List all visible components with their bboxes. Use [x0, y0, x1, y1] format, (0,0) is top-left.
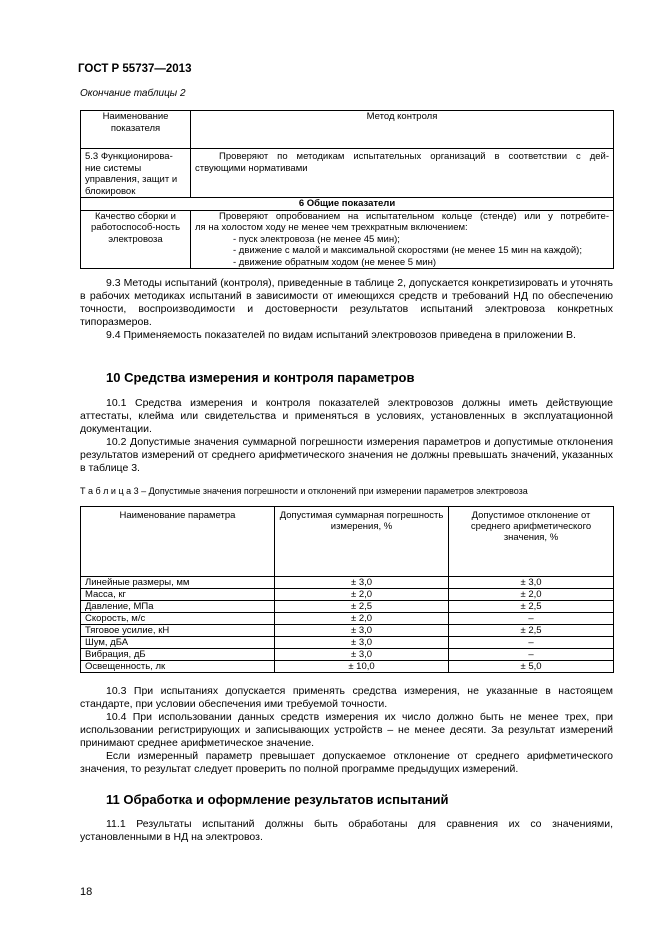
row-name: Линейные размеры, мм [81, 577, 275, 589]
paragraph-10-4-cont: Если измеренный параметр превышает допускаемое отклонение от среднего арифметического значения, то результат следует проверить по полной программе предыдущих измерений. [80, 750, 613, 775]
row-deviation: ± 2,5 [449, 625, 614, 637]
table-row [81, 613, 614, 625]
table2-header-name: Наименование показателя [81, 111, 191, 149]
row-error: ± 3,0 [275, 649, 449, 661]
row-name: Масса, кг [81, 589, 275, 601]
table3-header-deviation: Допустимое отклонение от среднего арифметического значения, % [449, 507, 614, 577]
table-row [81, 637, 614, 649]
document-header: ГОСТ Р 55737—2013 [78, 63, 192, 75]
row-error: ± 3,0 [275, 577, 449, 589]
paragraph-9-3: 9.3 Методы испытаний (контроля), приведенные в таблице 2, допускается конкретизировать и уточнять в рабочих методиках испытаний в зависимости от имеющихся средств и требований НД по обеспечению точности, воспроизводимости и достоверности результатов испытаний электровоза конкретных типоразмеров. [80, 277, 613, 328]
section9-paragraphs [80, 277, 613, 342]
row-error: ± 3,0 [275, 625, 449, 637]
quality-bullet-1: - пуск электровоза (не менее 45 мин); [233, 233, 400, 245]
row-name: Шум, дБА [81, 637, 275, 649]
table-row [81, 649, 614, 661]
quality-bullet-3: - движение обратным ходом (не менее 5 мин) [233, 256, 436, 268]
quality-bullet-2: - движение с малой и максимальной скоростями (не менее 15 мин на каждой); [233, 245, 582, 256]
table3-header-name: Наименование параметра [81, 507, 275, 577]
row-deviation: ± 2,0 [449, 589, 614, 601]
paragraph-10-2: 10.2 Допустимые значения суммарной погрешности измерения параметров и допустимые отклонения результатов измерений от среднего арифметического значения не должны превышать значений, указанных в таблице 3. [80, 436, 613, 474]
section11-paragraphs [80, 818, 613, 844]
section10-paragraphs [80, 397, 613, 475]
row-deviation: – [449, 649, 614, 661]
table3-body [81, 577, 614, 673]
row-deviation: – [449, 613, 614, 625]
paragraph-9-4: 9.4 Применяемость показателей по видам испытаний электровозов приведена в приложении В. [106, 329, 576, 341]
quality-line2: ля на холостом ходу не менее чем трехкратным включением: [195, 222, 468, 233]
table2-header-method: Метод контроля [191, 111, 614, 149]
table-row [81, 625, 614, 637]
table2-quality-name: Качество сборки и работоспособ-ность электровоза [81, 210, 191, 269]
row-deviation: ± 5,0 [449, 661, 614, 673]
table2-row53-method [191, 149, 614, 198]
section-11-heading: 11 Обработка и оформление результатов испытаний [106, 792, 449, 807]
row53-method-line2: ствующими нормативами [195, 162, 308, 174]
row-error: ± 3,0 [275, 637, 449, 649]
row-error: ± 2,5 [275, 601, 449, 613]
table-row [81, 589, 614, 601]
quality-line1: Проверяют опробованием на испытательном кольце (стенде) или у потребите- [219, 210, 609, 222]
page-number: 18 [80, 886, 93, 898]
section10-more-paragraphs [80, 685, 613, 776]
table2-quality-method [191, 210, 614, 269]
row-deviation: ± 3,0 [449, 577, 614, 589]
paragraph-10-4: 10.4 При использовании данных средств измерения их число должно быть не менее трех, при использовании регистрирующих и записывающих устройств – не менее десяти. За результат измерений принимают среднее арифметическое значение. [80, 711, 613, 749]
paragraph-10-1: 10.1 Средства измерения и контроля показателей электровозов должны иметь действующие аттестаты, клейма или свидетельства и применяться в условиях, установленных в эксплуатационной документации. [80, 397, 613, 435]
paragraph-10-3: 10.3 При испытаниях допускается применять средства измерения, не указанные в настоящем стандарте, при условии обеспечения ими требуемой точности. [80, 685, 613, 710]
table-row [81, 661, 614, 673]
row-name: Вибрация, дБ [81, 649, 275, 661]
row-name: Освещенность, лк [81, 661, 275, 673]
table-row [81, 601, 614, 613]
row-name: Тяговое усилие, кН [81, 625, 275, 637]
table-3 [80, 506, 614, 673]
table-2 [80, 110, 614, 269]
row-deviation: ± 2,5 [449, 601, 614, 613]
row-deviation: – [449, 637, 614, 649]
row53-method-line1: Проверяют по методикам испытательных организаций в соответствии с дей- [219, 151, 609, 162]
row-name: Давление, МПа [81, 601, 275, 613]
row-error: ± 10,0 [275, 661, 449, 673]
table2-row53-name: 5.3 Функционирова-ние системы управления, защит и блокировок [81, 149, 191, 198]
row-error: ± 2,0 [275, 589, 449, 601]
table-continuation-label: Окончание таблицы 2 [80, 88, 186, 99]
table-row [81, 577, 614, 589]
section-10-heading: 10 Средства измерения и контроля параметров [106, 370, 415, 385]
table3-header-error: Допустимая суммарная погрешность измерения, % [275, 507, 449, 577]
table2-section6: 6 Общие показатели [81, 198, 614, 211]
paragraph-11-1: 11.1 Результаты испытаний должны быть обработаны для сравнения их со значениями, установленными в НД на электровоз. [80, 818, 613, 843]
table3-caption: Т а б л и ц а 3 – Допустимые значения погрешности и отклонений при измерении параметров электровоза [80, 486, 528, 496]
row-name: Скорость, м/с [81, 613, 275, 625]
row-error: ± 2,0 [275, 613, 449, 625]
